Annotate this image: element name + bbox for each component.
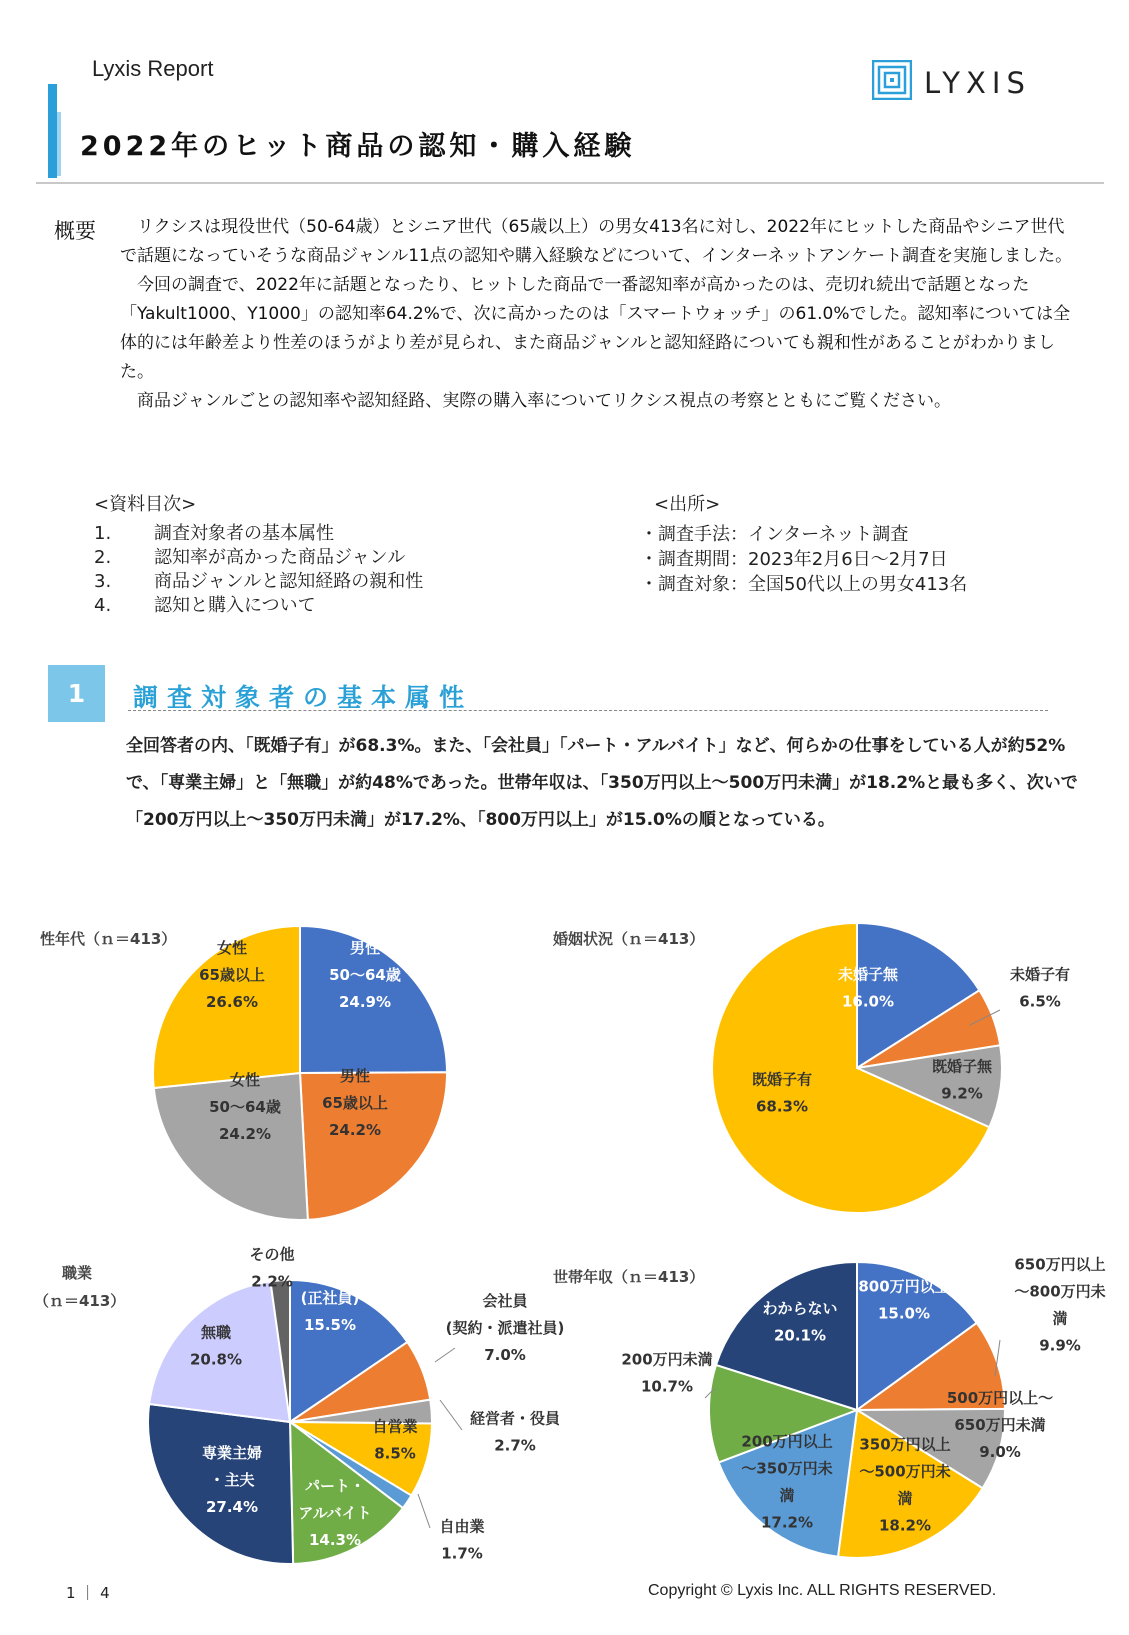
slice-category-label: 男性 — [339, 1067, 371, 1085]
chart-title-occupation-1: 職業 — [62, 1264, 93, 1282]
overview-paragraph-2: 今回の調査で、2022年に話題となったり、ヒットした商品で一番認知率が高かったのは、売切れ続出で話題となった「Yakult1000、Y1000」の認知率64.2%で、次に高かったのは「スマートウォッチ」の61.0%でした。認知率については全体的には年齢差より性差のほうがより差が見られ、また商品ジャンルと認知経路についても親和性があることがわかりました。 — [120, 275, 1071, 382]
slice-category-label: 未婚子有 — [1009, 965, 1071, 984]
slice-category-label: (契約・派遣社員) — [445, 1319, 565, 1337]
slice-value-label: 9.0% — [979, 1443, 1021, 1461]
slice-category-label: ～350万円未 — [741, 1459, 833, 1478]
source-period: ・調査期間：2023年2月6日～2月7日 — [640, 549, 948, 570]
pie-chart-income — [621, 1256, 1105, 1559]
chart-title-gender-age: 性年代（ｎ＝413） — [40, 930, 177, 948]
slice-category-label: 女性 — [229, 1071, 261, 1089]
slice-category-label: 満 — [779, 1486, 795, 1505]
source-target: ・調査対象：全国50代以上の男女413名 — [640, 574, 968, 595]
slice-value-label: 9.2% — [941, 1084, 983, 1103]
slice-value-label: 20.1% — [773, 1326, 827, 1345]
slice-category-label: パート・ — [304, 1477, 366, 1495]
slice-category-label: 男性 — [349, 939, 381, 957]
copyright: Copyright © Lyxis Inc. ALL RIGHTS RESERVED. — [648, 1582, 997, 1599]
slice-category-label: 500万円以上～ — [946, 1389, 1054, 1407]
leader-line — [435, 1348, 455, 1362]
section-title: 調査対象者の基本属性 — [133, 683, 474, 712]
slice-category-label: 650万円以上 — [1014, 1255, 1106, 1274]
toc-heading: <資料目次> — [94, 494, 197, 515]
slice-category-label: 200万円未満 — [621, 1350, 713, 1369]
pie-chart-gender-age — [153, 926, 447, 1220]
report-name: Lyxis Report — [92, 56, 214, 81]
slice-category-label: ・主夫 — [209, 1471, 255, 1489]
chart-title-income: 世帯年収（ｎ＝413） — [553, 1268, 705, 1286]
slice-category-label: 専業主婦 — [201, 1444, 263, 1462]
slice-value-label: 8.5% — [374, 1444, 416, 1463]
slice-category-label: 経営者・役員 — [469, 1409, 561, 1428]
toc-item: 4. 認知と購入について — [94, 595, 316, 616]
slice-category-label: 50～64歳 — [329, 966, 401, 984]
slice-category-label: ～800万円未 — [1014, 1282, 1106, 1301]
slice-category-label: 自営業 — [372, 1417, 418, 1436]
pie-chart-occupation — [148, 1246, 564, 1565]
leader-line — [440, 1400, 462, 1430]
slice-value-label: 9.9% — [1039, 1336, 1081, 1355]
toc-item: 2. 認知率が高かった商品ジャンル — [94, 547, 406, 568]
slice-category-label: 350万円以上 — [859, 1435, 951, 1454]
slice-category-label: その他 — [249, 1245, 295, 1264]
slice-value-label: 18.2% — [878, 1516, 932, 1535]
source-heading: <出所> — [654, 494, 721, 515]
slice-category-label: 既婚子有 — [751, 1070, 813, 1089]
slice-category-label: 自由業 — [439, 1517, 485, 1536]
slice-category-label: 会社員 — [307, 1262, 353, 1280]
slice-value-label: 10.7% — [640, 1377, 694, 1396]
logo-text: LYXIS — [924, 66, 1031, 100]
slice-value-label: 2.2% — [251, 1272, 293, 1291]
slice-category-label: 女性 — [216, 939, 248, 957]
slice-value-label: 24.2% — [218, 1125, 272, 1143]
slice-category-label: ～500万円未 — [859, 1462, 951, 1481]
slice-value-label: 20.8% — [189, 1350, 243, 1369]
slice-value-label: 6.5% — [1019, 992, 1061, 1011]
slice-category-label: 200万円以上 — [741, 1432, 833, 1451]
slice-value-label: 2.7% — [494, 1436, 536, 1455]
section-number: 1 — [48, 665, 105, 722]
slice-value-label: 17.2% — [760, 1513, 814, 1532]
slice-value-label: 15.0% — [877, 1304, 931, 1323]
slice-category-label: 65歳以上 — [322, 1094, 388, 1112]
toc-item: 1. 調査対象者の基本属性 — [94, 523, 334, 544]
section-summary: 全回答者の内、「既婚子有」が68.3%。また、「会社員」「パート・アルバイト」など、何らかの仕事をしている人が約52%で、「専業主婦」と「無職」が約48%であった。世帯年収は、「350万円以上～500万円未満」が18.2%と最も多く、次いで「200万円以上～350万円未満」が17.2%、「800万円以上」が15.0%の順となっている。 — [126, 736, 1078, 830]
slice-category-label: 会社員 — [482, 1292, 528, 1310]
chart-title-marital: 婚姻状況（ｎ＝413） — [553, 930, 705, 948]
slice-value-label: 15.5% — [303, 1316, 357, 1334]
page-number: 1 ｜ 4 — [66, 1584, 110, 1602]
slice-value-label: 27.4% — [205, 1498, 259, 1516]
slice-category-label: 満 — [1052, 1309, 1068, 1328]
slice-value-label: 26.6% — [205, 993, 259, 1011]
chart-title-occupation-2: （ｎ＝413） — [34, 1292, 126, 1310]
slice-category-label: 未婚子無 — [837, 965, 899, 984]
leader-line — [418, 1494, 430, 1528]
pie-slice — [154, 1073, 308, 1220]
slice-category-label: 無職 — [200, 1323, 232, 1342]
pie-chart-marital — [712, 923, 1070, 1213]
slice-category-label: 50～64歳 — [209, 1098, 281, 1116]
slice-value-label: 24.2% — [328, 1121, 382, 1139]
slice-category-label: (正社員) — [300, 1289, 360, 1307]
slice-category-label: 満 — [897, 1489, 913, 1508]
slice-category-label: 650万円未満 — [954, 1416, 1046, 1434]
slice-value-label: 68.3% — [755, 1097, 809, 1116]
slice-value-label: 14.3% — [308, 1531, 362, 1549]
slice-category-label: 既婚子無 — [931, 1057, 993, 1076]
slice-category-label: 65歳以上 — [199, 966, 265, 984]
slice-value-label: 24.9% — [338, 993, 392, 1011]
page-title: 2022年のヒット商品の認知・購入経験 — [80, 131, 636, 162]
slice-category-label: 800万円以上 — [858, 1277, 950, 1296]
source-method: ・調査手法：インターネット調査 — [640, 524, 909, 545]
slice-value-label: 16.0% — [841, 992, 895, 1011]
overview-label: 概要 — [54, 219, 96, 243]
overview-paragraph-1: リクシスは現役世代（50-64歳）とシニア世代（65歳以上）の男女413名に対し、2022年にヒットした商品やシニア世代で話題になっていそうな商品ジャンル11点の認知や購入経験などについて、インターネットアンケート調査を実施しました。 — [120, 217, 1073, 266]
toc-item: 3. 商品ジャンルと認知経路の親和性 — [94, 571, 424, 592]
slice-value-label: 7.0% — [484, 1346, 526, 1364]
slice-category-label: わからない — [762, 1299, 838, 1318]
slice-category-label: アルバイト — [298, 1504, 372, 1522]
overview-paragraph-3: 商品ジャンルごとの認知率や認知経路、実際の購入率についてリクシス視点の考察とともにご覧ください。 — [120, 391, 952, 411]
slice-value-label: 1.7% — [441, 1544, 483, 1563]
